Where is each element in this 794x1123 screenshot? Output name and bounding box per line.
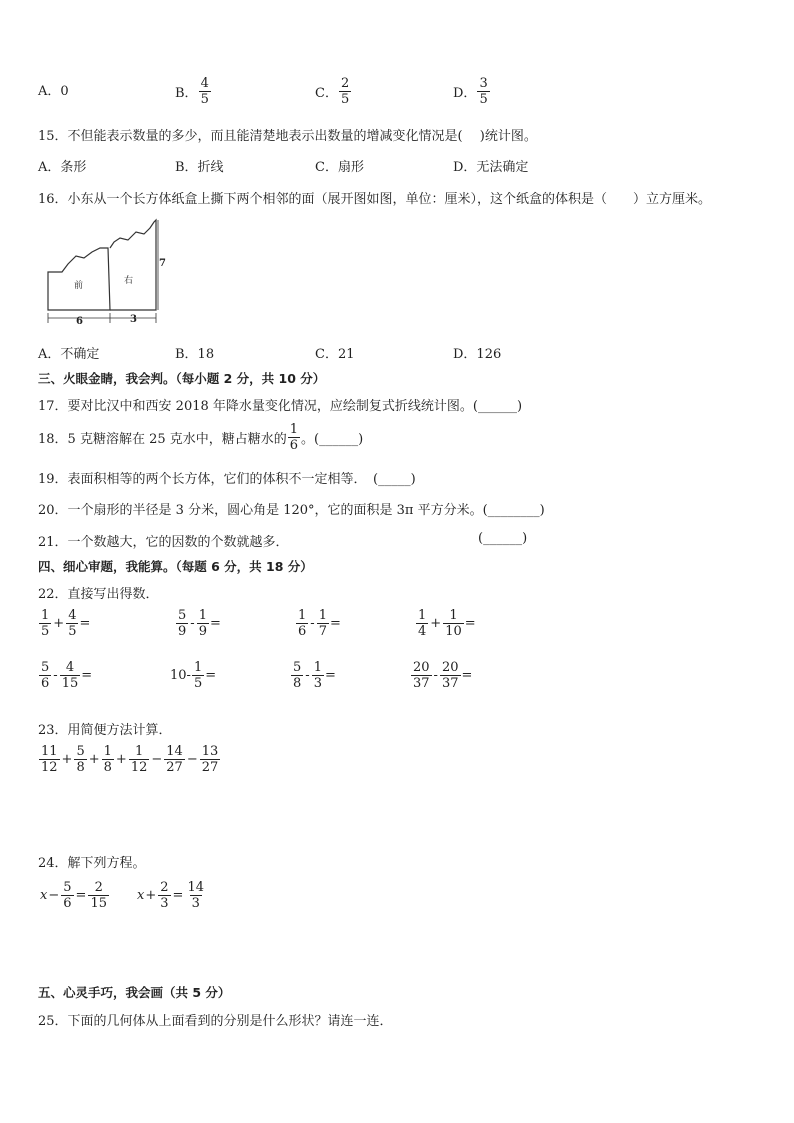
- section5-heading: 五、心灵手巧，我会画（共 5 分）: [38, 985, 231, 1000]
- net-right-label: 右: [124, 276, 134, 286]
- q17: 17．要对比汉中和西安 2018 年降水量变化情况，应绘制复式折线统计图。(______): [38, 399, 523, 414]
- q24-stem: 24．解下列方程。: [38, 856, 146, 871]
- q22-expr-7: $\frac{5}{8}$ - $\frac{1}{3}$ =: [293, 660, 336, 691]
- q24-equation-2: x + $\frac{2}{3}$ = $\frac{14}{3}$: [137, 880, 204, 911]
- q15-option-a: A．条形: [38, 160, 87, 175]
- q16-stem: 16．小东从一个长方体纸盒上撕下两个相邻的面（展开图如图，单位：厘米），这个纸盒的体积是（ ）立方厘米。: [38, 192, 712, 207]
- net-width2-label: 3: [130, 314, 137, 325]
- q22-expr-4: $\frac{1}{4}$ + $\frac{1}{10}$ =: [418, 608, 476, 639]
- q25: 25．下面的几何体从上面看到的分别是什么形状？请连一连．: [38, 1014, 393, 1029]
- q22-expr-5: $\frac{5}{6}$ - $\frac{4}{15}$ =: [41, 660, 93, 691]
- section4-heading: 四、细心审题，我能算。（每题 6 分，共 18 分）: [38, 559, 313, 574]
- q14-option-c: C． $\frac{2}{5}$: [315, 76, 350, 107]
- q16-option-c: C．21: [315, 347, 355, 362]
- q20: 20．一个扇形的半径是 3 分米，圆心角是 120°，它的面积是 3π 平方分米。(________): [38, 503, 545, 518]
- q18: 18．5 克糖溶解在 25 克水中，糖占糖水的 $\frac{1}{6}$ 。(______): [38, 422, 364, 453]
- q24-equation-1: x − $\frac{5}{6}$ = $\frac{2}{15}$: [40, 880, 107, 911]
- q16-option-a: A．不确定: [38, 347, 100, 362]
- q15-option-c: C．扇形: [315, 160, 364, 175]
- q19: 19．表面积相等的两个长方体，它们的体积不一定相等． (_____): [38, 472, 416, 487]
- q16-option-b: B．18: [175, 347, 215, 362]
- q22-expr-3: $\frac{1}{6}$ - $\frac{1}{7}$ =: [298, 608, 341, 639]
- q14-option-b: B． $\frac{4}{5}$: [175, 76, 209, 107]
- q22-stem: 22．直接写出得数．: [38, 587, 159, 602]
- q15-option-d: D．无法确定: [453, 160, 529, 175]
- net-width1-label: 6: [76, 316, 83, 327]
- q22-expr-8: $\frac{20}{37}$ - $\frac{20}{37}$ =: [413, 660, 473, 691]
- q14-option-d: D． $\frac{3}{5}$: [453, 76, 488, 107]
- q23-stem: 23．用简便方法计算．: [38, 723, 172, 738]
- q16-option-d: D．126: [453, 347, 502, 362]
- q14-option-a: A．0: [38, 84, 69, 99]
- section3-heading: 三、火眼金睛，我会判。（每小题 2 分，共 10 分）: [38, 371, 326, 386]
- q22-expr-6: 10- $\frac{1}{5}$ =: [170, 660, 217, 691]
- net-front-label: 前: [74, 281, 84, 291]
- q23-expression: $\frac{11}{12}$ + $\frac{5}{8}$ + $\frac{1}{8}$ + $\frac{1}{12}$ − $\frac{14}{27}$ − $\frac{13}{27}$: [41, 744, 219, 775]
- q15-stem: 15．不但能表示数量的多少，而且能清楚地表示出数量的增减变化情况是( )统计图。: [38, 129, 537, 144]
- q22-expr-1: $\frac{1}{5}$ + $\frac{4}{5}$ =: [41, 608, 91, 639]
- q21-blank: (______): [478, 531, 528, 546]
- q15-option-b: B．折线: [175, 160, 224, 175]
- q16-net-figure: [40, 218, 170, 330]
- q22-expr-2: $\frac{5}{9}$ - $\frac{1}{9}$ =: [178, 608, 221, 639]
- net-height-label: 7: [159, 258, 166, 269]
- q21-stem: 21．一个数越大，它的因数的个数就越多．: [38, 535, 289, 550]
